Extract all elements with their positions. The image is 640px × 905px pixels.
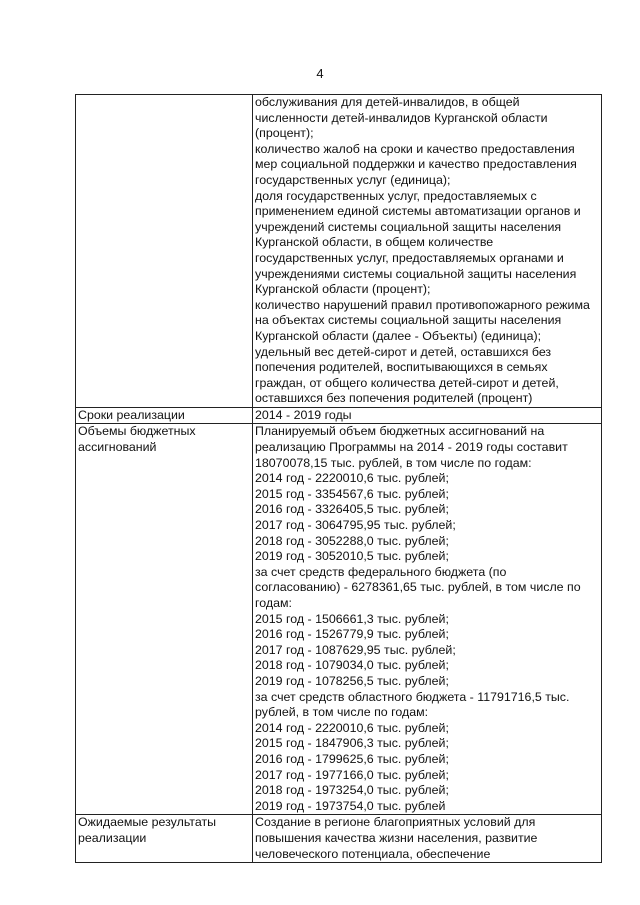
row-value-line: за счет средств федерального бюджета (по bbox=[255, 564, 507, 579]
row-label-line: Объемы бюджетных bbox=[78, 424, 196, 439]
row-label-cell bbox=[76, 815, 253, 863]
row-value-line: согласованию) - 6278361,65 тыс. рублей, в том числе по bbox=[255, 580, 581, 595]
row-value-line: количество жалоб на сроки и качество предоставления bbox=[255, 141, 575, 156]
row-label-cell bbox=[76, 424, 253, 815]
row-value-line: учреждений системы социальной защиты населения bbox=[255, 219, 562, 234]
row-value-line: 18070078,15 тыс. рублей, в том числе по годам: bbox=[255, 455, 532, 470]
row-label-line: Сроки реализации bbox=[78, 407, 185, 422]
page-number: 4 bbox=[316, 66, 324, 81]
row-value-line: граждан, от общего количества детей-сирот и детей, bbox=[255, 375, 559, 390]
row-value-line: 2017 год - 3064795,95 тыс. рублей; bbox=[255, 518, 456, 533]
row-value-line: рублей, в том числе по годам: bbox=[255, 705, 429, 720]
row-label-cell bbox=[76, 407, 253, 424]
row-value-line: годам: bbox=[255, 596, 292, 610]
row-value-line: 2016 год - 1526779,9 тыс. рублей; bbox=[255, 627, 449, 642]
row-value-line: 2016 год - 1799625,6 тыс. рублей; bbox=[255, 751, 449, 766]
row-label-line: Ожидаемые результаты bbox=[78, 815, 217, 830]
row-value-line: учреждениями системы социальной защиты населения bbox=[255, 266, 577, 281]
row-value-line: 2015 год - 1506661,3 тыс. рублей; bbox=[255, 611, 449, 626]
row-value-line: реализацию Программы на 2014 - 2019 годы составит bbox=[255, 440, 568, 455]
row-value-line: человеческого потенциала, обеспечение bbox=[255, 846, 491, 861]
row-value-line: 2014 - 2019 годы bbox=[255, 407, 352, 422]
row-value-line: Курганской области (процент); bbox=[255, 282, 431, 297]
row-value-cell bbox=[253, 815, 602, 863]
row-value-line: на объектах системы социальной защиты населения bbox=[255, 313, 562, 328]
row-label-cell bbox=[76, 95, 253, 408]
row-value-line: 2019 год - 1973754,0 тыс. рублей bbox=[255, 798, 446, 813]
row-value-line: 2018 год - 1973254,0 тыс. рублей; bbox=[255, 783, 449, 798]
row-value-line: 2014 год - 2220010,6 тыс. рублей; bbox=[255, 471, 449, 486]
row-value-line: 2017 год - 1977166,0 тыс. рублей; bbox=[255, 767, 449, 782]
row-value-line: Планируемый объем бюджетных ассигнований на bbox=[255, 424, 545, 439]
table-row bbox=[76, 95, 602, 408]
table-row bbox=[76, 424, 602, 815]
row-value-cell bbox=[253, 407, 602, 424]
row-value-line: 2015 год - 3354567,6 тыс. рублей; bbox=[255, 486, 449, 501]
row-value-line: удельный вес детей-сирот и детей, оставшихся без bbox=[255, 344, 552, 359]
table-row bbox=[76, 815, 602, 863]
row-value-line: 2015 год - 1847906,3 тыс. рублей; bbox=[255, 736, 449, 751]
row-value-cell bbox=[253, 424, 602, 815]
row-value-line: 2019 год - 1078256,5 тыс. рублей; bbox=[255, 673, 449, 688]
row-value-line: 2018 год - 1079034,0 тыс. рублей; bbox=[255, 658, 449, 673]
table-body bbox=[76, 95, 602, 863]
row-value-line: 2019 год - 3052010,5 тыс. рублей; bbox=[255, 549, 449, 564]
row-value-line: повышения качества жизни населения, развитие bbox=[255, 830, 538, 845]
program-passport-table bbox=[75, 94, 602, 863]
row-value-line: количество нарушений правил противопожарного режима bbox=[255, 297, 590, 312]
row-value-line: государственных услуг, предоставляемых органами и bbox=[255, 250, 564, 265]
row-value-line: численности детей-инвалидов Курганской области bbox=[255, 110, 548, 125]
row-value-line: попечения родителей, воспитывающихся в семьях bbox=[255, 360, 548, 375]
row-value-line: за счет средств областного бюджета - 11791716,5 тыс. bbox=[255, 689, 570, 704]
row-value-line: Курганской области, в общем количестве bbox=[255, 235, 494, 250]
row-value-line: 2017 год - 1087629,95 тыс. рублей; bbox=[255, 642, 456, 657]
row-value-line: государственных услуг (единица); bbox=[255, 172, 451, 187]
row-label-line: ассигнований bbox=[78, 440, 157, 455]
row-value-line: мер социальной поддержки и качество предоставления bbox=[255, 157, 577, 172]
row-value-line: 2018 год - 3052288,0 тыс. рублей; bbox=[255, 533, 449, 548]
row-value-line: доля государственных услуг, предоставляемых с bbox=[255, 188, 537, 203]
row-value-line: (процент); bbox=[255, 126, 314, 141]
row-value-line: 2014 год - 2220010,6 тыс. рублей; bbox=[255, 720, 449, 735]
row-value-line: Создание в регионе благоприятных условий для bbox=[255, 815, 536, 830]
row-value-line: 2016 год - 3326405,5 тыс. рублей; bbox=[255, 502, 449, 517]
row-value-line: обслуживания для детей-инвалидов, в общей bbox=[255, 95, 520, 109]
row-value-line: Курганской области (далее - Объекты) (единица); bbox=[255, 328, 542, 343]
table-row bbox=[76, 407, 602, 424]
row-value-cell bbox=[253, 95, 602, 408]
row-label-line: реализации bbox=[78, 830, 147, 845]
row-value-line: оставшихся без попечения родителей (процент) bbox=[255, 391, 533, 406]
row-value-line: применением единой системы автоматизации органов и bbox=[255, 204, 581, 219]
